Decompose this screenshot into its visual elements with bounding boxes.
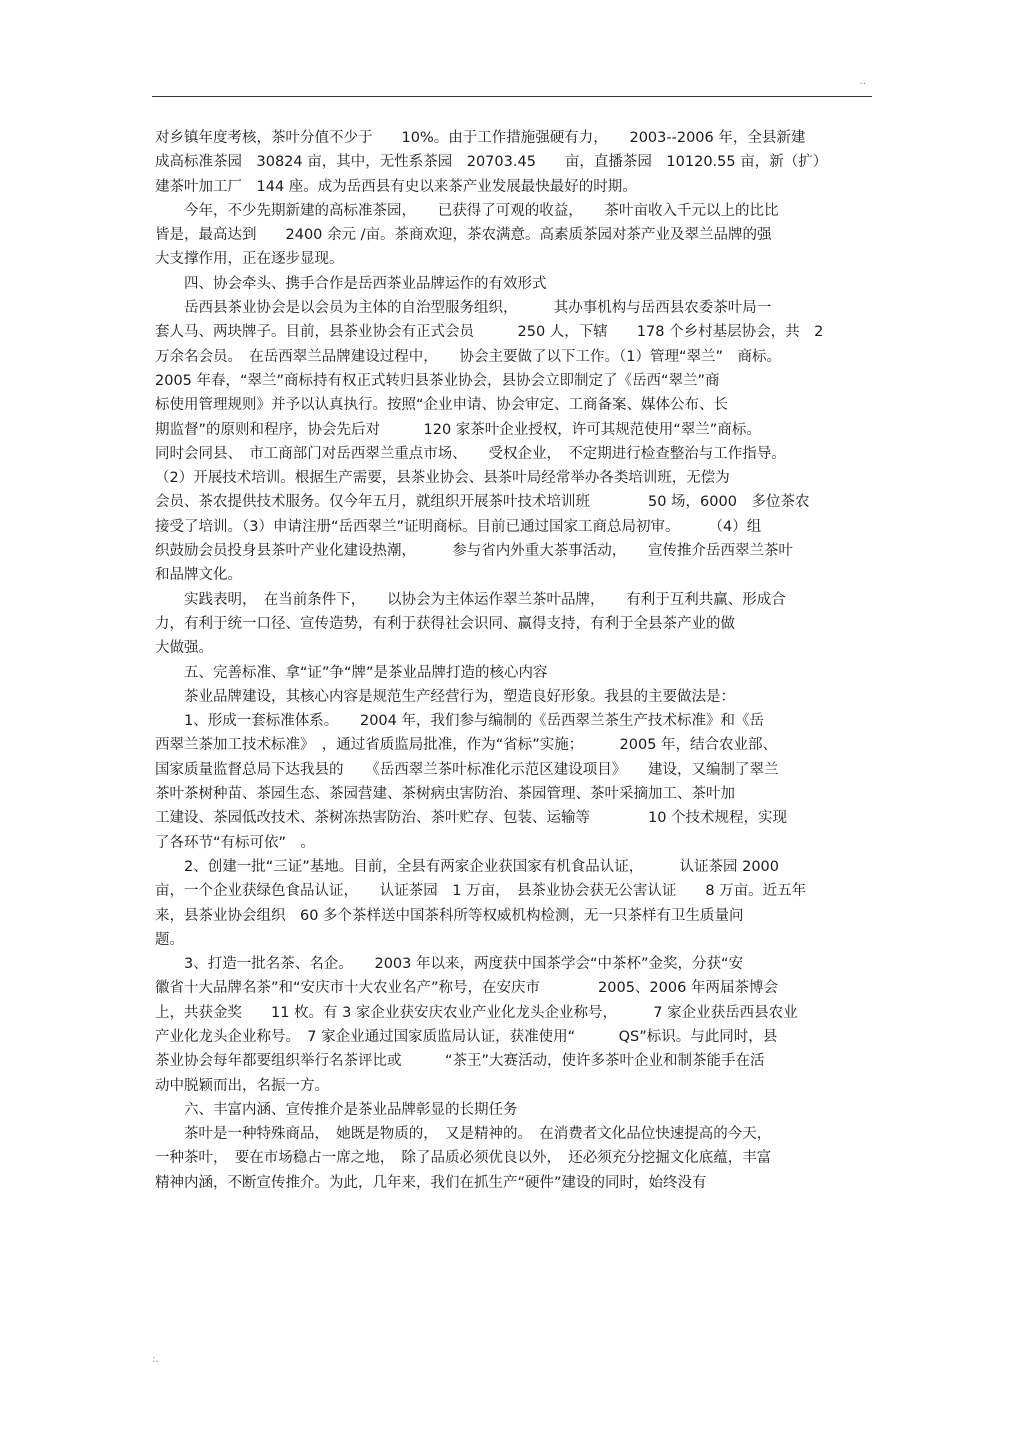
text-line: 茶业品牌建设，其核心内容是规范生产经营行为，塑造良好形象。我县的主要做法是： xyxy=(155,688,735,705)
text-line: 工建设、茶园低改技术、茶树冻热害防治、茶叶贮存、包装、运输等 10 个技术规程，实现 xyxy=(155,810,788,827)
text-line: 上，共获金奖 11 枚。有 3 家企业获安庆农业产业化龙头企业称号， 7 家企业获岳西县农业 xyxy=(155,1004,798,1021)
text-line: 万余名会员。 在岳西翠兰品牌建设过程中， 协会主要做了以下工作。（1）管理“翠兰” 商标。 xyxy=(155,348,781,365)
text-line: 茶叶是一种特殊商品， 她既是物质的， 又是精神的。 在消费者文化品位快速提高的今天， xyxy=(155,1126,772,1143)
text-line: 茶叶茶树种苗、茶园生态、茶园营建、茶树病虫害防治、茶园管理、茶叶采摘加工、茶叶加 xyxy=(155,786,735,803)
text-line: 实践表明， 在当前条件下， 以协会为主体运作翠兰茶叶品牌， 有利于互利共赢、形成合 xyxy=(155,591,786,608)
text-line: 岳西县茶业协会是以会员为主体的自治型服务组织， 其办事机构与岳西县农委茶叶局一 xyxy=(155,300,772,317)
text-line: 大做强。 xyxy=(155,640,213,657)
text-line: 套人马、两块牌子。目前，县茶业协会有正式会员 250 人，下辖 178 个乡村基层协会，共 2 xyxy=(155,324,824,341)
text-line: 四、协会牵头、携手合作是岳西茶业品牌运作的有效形式 xyxy=(155,275,547,292)
text-line: 精神内涵，不断宣传推介。为此，几年来，我们在抓生产“硬件”建设的同时，始终没有 xyxy=(155,1174,707,1191)
text-line: 产业化龙头企业称号。 7 家企业通过国家质监局认证，获准使用“ QS”标识。与此同时，县 xyxy=(155,1028,778,1045)
text-line: 标使用管理规则》并予以认真执行。按照“企业申请、协会审定、工商备案、媒体公布、长 xyxy=(155,397,729,414)
text-line: 2、创建一批“三证”基地。目前，全县有两家企业获国家有机食品认证， 认证茶园 2000 xyxy=(155,858,780,875)
text-line: 西翠兰茶加工技术标准》 ，通过省质监局批准，作为“省标”实施； 2005 年，结合农业部、 xyxy=(155,737,778,754)
text-line: 对乡镇年度考核，茶叶分值不少于 10%。由于工作措施强硬有力， 2003--2006 年，全县新建 xyxy=(155,130,806,146)
text-line: 茶业协会每年都要组织举行名茶评比或 “茶王”大赛活动，使许多茶叶企业和制茶能手在活 xyxy=(155,1053,765,1070)
text-line: 六、丰富内涵、宣传推介是茶业品牌彰显的长期任务 xyxy=(155,1101,518,1118)
text-line: 会员、茶农提供技术服务。仅今年五月，就组织开展茶叶技术培训班 50 场，6000 多位茶农 xyxy=(155,494,810,511)
text-line: 接受了培训。（3）申请注册“岳西翠兰”证明商标。目前已通过国家工商总局初审。 （4）组 xyxy=(155,518,762,535)
header-mark: .. xyxy=(859,76,866,87)
header-rule xyxy=(152,96,872,97)
text-line: 五、完善标准、拿“证”争“牌”是茶业品牌打造的核心内容 xyxy=(155,664,548,681)
text-line: 2005 年春，“翠兰”商标持有权正式转归县茶业协会，县协会立即制定了《岳西“翠兰”商 xyxy=(155,372,720,389)
text-line: 力，有利于统一口径、宣传造势，有利于获得社会识同、赢得支持，有利于全县茶产业的做 xyxy=(155,615,735,632)
text-line: 成高标准茶园 30824 亩，其中，无性系茶园 20703.45 亩，直播茶园 10120.55 亩，新（扩） xyxy=(155,154,828,171)
text-line: 题。 xyxy=(155,931,184,948)
text-line: 织鼓励会员投身县茶叶产业化建设热潮， 参与省内外重大茶事活动， 宣传推介岳西翠兰茶叶 xyxy=(155,543,793,560)
text-line: （2）开展技术培训。根据生产需要，县茶业协会、县茶叶局经常举办各类培训班，无偿为 xyxy=(155,470,730,487)
text-line: 国家质量监督总局下达我县的 《岳西翠兰茶叶标准化示范区建设项目》 建设，又编制了翠兰 xyxy=(155,761,779,778)
text-line: 同时会同县、 市工商部门对岳西翠兰重点市场、 受权企业， 不定期进行检查整治与工作指导。 xyxy=(155,445,786,462)
text-line: 建茶叶加工厂 144 座。成为岳西县有史以来茶产业发展最快最好的时期。 xyxy=(155,178,637,195)
text-line: 来，县茶业协会组织 60 多个茶样送中国茶科所等权威机构检测，无一只茶样有卫生质量问 xyxy=(155,907,744,924)
text-line: 和品牌文化。 xyxy=(155,567,242,584)
body-text xyxy=(155,126,875,1195)
text-line: 期监督”的原则和程序，协会先后对 120 家茶叶企业授权，许可其规范使用“翠兰”商标。 xyxy=(155,421,761,438)
text-line: 徽省十大品牌名茶”和“安庆市十大农业名产”称号，在安庆市 2005、2006 年两届茶博会 xyxy=(155,980,778,997)
text-line: 了各环节“有标可依” 。 xyxy=(155,834,316,851)
text-line: 1、形成一套标准体系。 2004 年，我们参与编制的《岳西翠兰茶生产技术标准》和《岳 xyxy=(155,713,764,730)
text-line: 亩，一个企业获绿色食品认证， 认证茶园 1 万亩， 县茶业协会获无公害认证 8 万亩。近五年 xyxy=(155,883,807,900)
text-line: 动中脱颖而出，名振一方。 xyxy=(155,1077,329,1094)
text-line: 今年，不少先期新建的高标准茶园， 已获得了可观的收益， 茶叶亩收入千元以上的比比 xyxy=(155,202,779,219)
text-line: 3、打造一批名茶、名企。 2003 年以来，两度获中国茶学会“中茶杯”金奖，分获“安 xyxy=(155,956,744,973)
text-line: 皆是，最高达到 2400 余元 /亩。茶商欢迎，茶农满意。高素质茶园对茶产业及翠兰品牌的强 xyxy=(155,227,772,244)
text-line: 大支撑作用，正在逐步显现。 xyxy=(155,251,344,268)
text-line: 一种茶叶， 要在市场稳占一席之地， 除了品质必须优良以外， 还必须充分挖掘文化底蕴，丰富 xyxy=(155,1150,772,1167)
footer-mark: :. xyxy=(152,1354,159,1365)
